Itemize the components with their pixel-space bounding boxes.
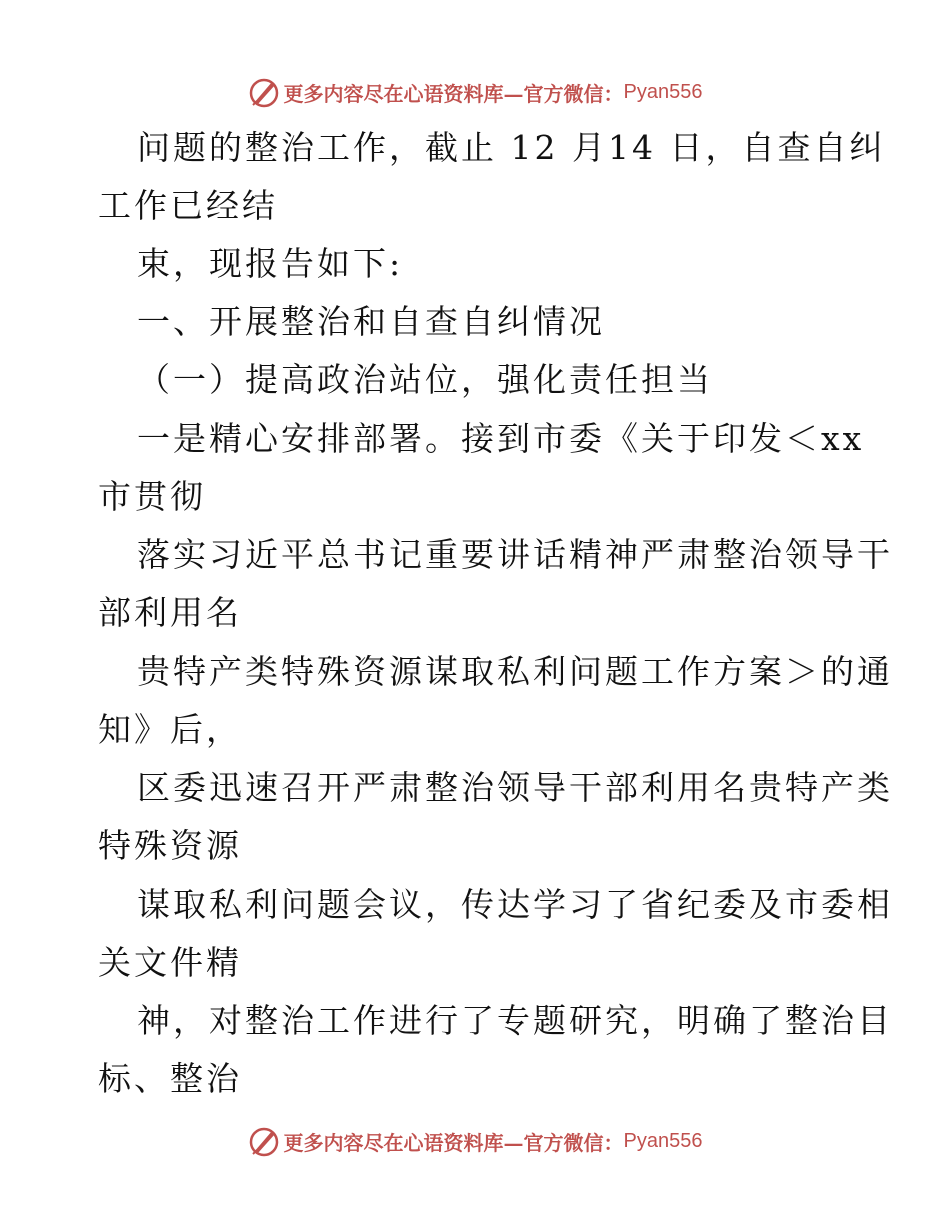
section-heading: 一、开展整治和自查自纠情况: [137, 302, 605, 341]
body-line: 工作已经结: [98, 186, 278, 225]
wechat-id: Pyan556: [623, 80, 703, 103]
body-line: 谋取私利问题会议，传达学习了省纪委及市委相: [137, 885, 893, 924]
body-line: 标、整治: [98, 1059, 242, 1098]
body-line: 束，现报告如下:: [137, 244, 404, 283]
body-line: 落实习近平总书记重要讲话精神严肃整治领导干: [137, 535, 893, 574]
quill-logo-icon: [248, 76, 280, 108]
header-watermark-banner: [0, 72, 950, 112]
body-line: 区委迅速召开严肃整治领导干部利用名贵特产类: [137, 768, 893, 807]
banner-text: 更多内容尽在心语资料库—官方微信：: [283, 81, 624, 106]
body-line: 问题的整治工作，截止 12 月14 日，自查自纠: [137, 128, 886, 167]
quill-logo-icon: [248, 1125, 280, 1157]
body-line: 知》后，: [98, 710, 242, 749]
footer-watermark-banner: [0, 1121, 950, 1161]
body-line: 特殊资源: [98, 826, 242, 865]
body-line: 市贯彻: [98, 477, 206, 516]
body-line: 贵特产类特殊资源谋取私利问题工作方案＞的通: [137, 652, 893, 691]
banner-text: 更多内容尽在心语资料库—官方微信：: [283, 1130, 624, 1155]
body-line: 部利用名: [98, 593, 242, 632]
subsection-heading: （一）提高政治站位，强化责任担当: [137, 360, 713, 399]
body-line: 关文件精: [98, 943, 242, 982]
body-line: 神，对整治工作进行了专题研究，明确了整治目: [137, 1001, 893, 1040]
body-line: 一是精心安排部署。接到市委《关于印发＜xx: [137, 419, 865, 458]
wechat-id: Pyan556: [623, 1129, 703, 1152]
